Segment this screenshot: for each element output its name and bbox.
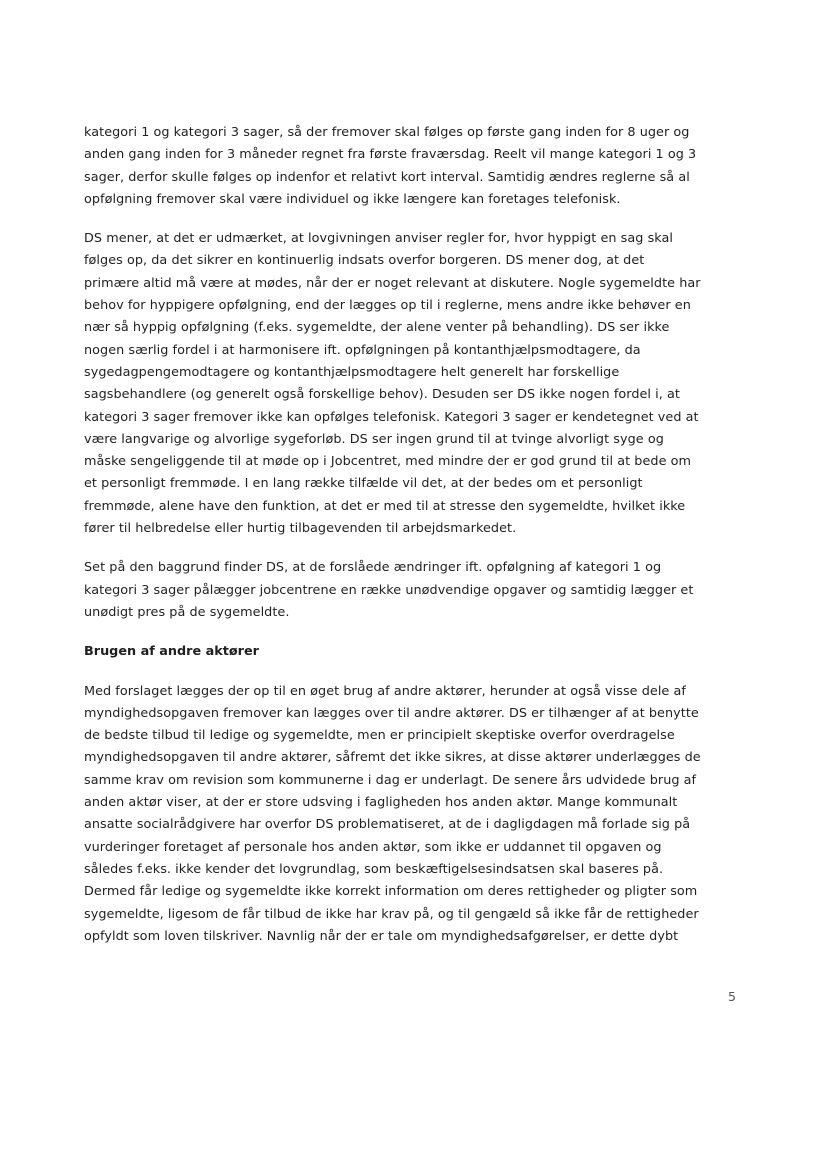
- text-line: vurderinger foretaget af personale hos anden aktør, som ikke er uddannet til opgaven og: [84, 839, 662, 855]
- text-line: behov for hyppigere opfølgning, end der lægges op til i reglerne, mens andre ikke behøver en: [84, 298, 691, 314]
- text-line: samme krav om revision som kommunerne i dag er underlagt. De senere års udvidede brug af: [84, 772, 697, 788]
- text-line: følges op, da det sikrer en kontinuerlig indsats overfor borgeren. DS mener dog, at det: [84, 253, 645, 269]
- text-line: sager, derfor skulle følges op indenfor et relativt kort interval. Samtidig ændres reglerne så al: [84, 169, 690, 185]
- text-line: de bedste tilbud til ledige og sygemeldte, men er principielt skeptiske overfor overdragelse: [84, 728, 675, 744]
- document-body: [84, 122, 744, 948]
- section-heading: Brugen af andre aktører: [84, 644, 259, 660]
- text-line: sygedagpengemodtagere og kontanthjælpsmodtagere helt generelt har forskellige: [84, 364, 620, 380]
- paragraph-other-actors: [84, 681, 744, 949]
- text-line: opfyldt som loven tilskriver. Navnlig når der er tale om myndighedsafgørelser, er dette dybt: [84, 928, 679, 944]
- text-line: nogen særlig fordel i at harmonisere ift. opfølgningen på kontanthjælpsmodtagere, da: [84, 342, 641, 358]
- text-line: anden gang inden for 3 måneder regnet fra første fraværsdag. Reelt vil mange kategori 1 og 3: [84, 147, 697, 163]
- paragraph-spacer: [84, 211, 744, 228]
- paragraph-followup-rules: [84, 122, 744, 211]
- paragraph-spacer: [84, 540, 744, 557]
- paragraph-spacer: [84, 624, 744, 641]
- text-line: Med forslaget lægges der op til en øget brug af andre aktører, herunder at også visse dele af: [84, 683, 686, 699]
- text-line: et personligt fremmøde. I en lang række tilfælde vil det, at der bedes om et personligt: [84, 476, 643, 492]
- text-line: sagsbehandlere (og generelt også forskellige behov). Desuden ser DS ikke nogen fordel i, at: [84, 387, 680, 403]
- text-line: DS mener, at det er udmærket, at lovgivningen anviser regler for, hvor hyppigt en sag skal: [84, 231, 674, 247]
- text-line: Set på den baggrund finder DS, at de forslåede ændringer ift. opfølgning af kategori 1 og: [84, 560, 662, 576]
- text-line: være langvarige og alvorlige sygeforløb. DS ser ingen grund til at tvinge alvorligt syge og: [84, 431, 664, 447]
- text-line: kategori 3 sager pålægger jobcentrene en række unødvendige opgaver og samtidig lægger et: [84, 582, 694, 598]
- text-line: sygemeldte, ligesom de får tilbud de ikke har krav på, og til gengæld så ikke får de rettigheder: [84, 906, 699, 922]
- text-line: unødigt pres på de sygemeldte.: [84, 604, 290, 620]
- text-line: opfølgning fremover skal være individuel og ikke længere kan foretages telefonisk.: [84, 191, 621, 207]
- page-number: 5: [728, 989, 736, 1004]
- text-line: myndighedsopgaven fremover kan lægges over til andre aktører. DS er tilhænger af at benytte: [84, 705, 699, 721]
- text-line: primære altid må være at mødes, når der er noget relevant at diskutere. Nogle sygemeldte har: [84, 275, 701, 291]
- text-line: kategori 1 og kategori 3 sager, så der fremover skal følges op første gang inden for 8 uger og: [84, 125, 690, 140]
- text-line: fører til helbredelse eller hurtig tilbagevenden til arbejdsmarkedet.: [84, 521, 517, 537]
- text-line: myndighedsopgaven til andre aktører, såfremt det ikke sikres, at disse aktører underlægges de: [84, 750, 701, 766]
- text-line: måske sengeliggende til at møde op i Jobcentret, med mindre der er god grund til at bede om: [84, 454, 692, 470]
- text-line: fremmøde, alene have den funktion, at det er med til at stresse den sygemeldte, hvilket ikke: [84, 498, 686, 514]
- text-line: nær så hyppig opfølgning (f.eks. sygemeldte, der alene venter på behandling). DS ser ikke: [84, 320, 670, 336]
- text-line: ansatte socialrådgivere har overfor DS problematiseret, at de i dagligdagen må forlade sig på: [84, 817, 691, 833]
- paragraph-conclusion: [84, 557, 744, 624]
- paragraph-spacer: [84, 664, 744, 681]
- text-line: således f.eks. ikke kender det lovgrundlag, som beskæftigelsesindsatsen skal baseres på.: [84, 861, 664, 877]
- paragraph-ds-opinion: [84, 228, 744, 540]
- text-line: Dermed får ledige og sygemeldte ikke korrekt information om deres rettigheder og pligter som: [84, 884, 698, 900]
- text-line: kategori 3 sager fremover ikke kan opfølges telefonisk. Kategori 3 sager er kendetegnet ved at: [84, 409, 699, 425]
- text-line: anden aktør viser, at der er store udsving i fagligheden hos anden aktør. Mange kommunalt: [84, 795, 678, 811]
